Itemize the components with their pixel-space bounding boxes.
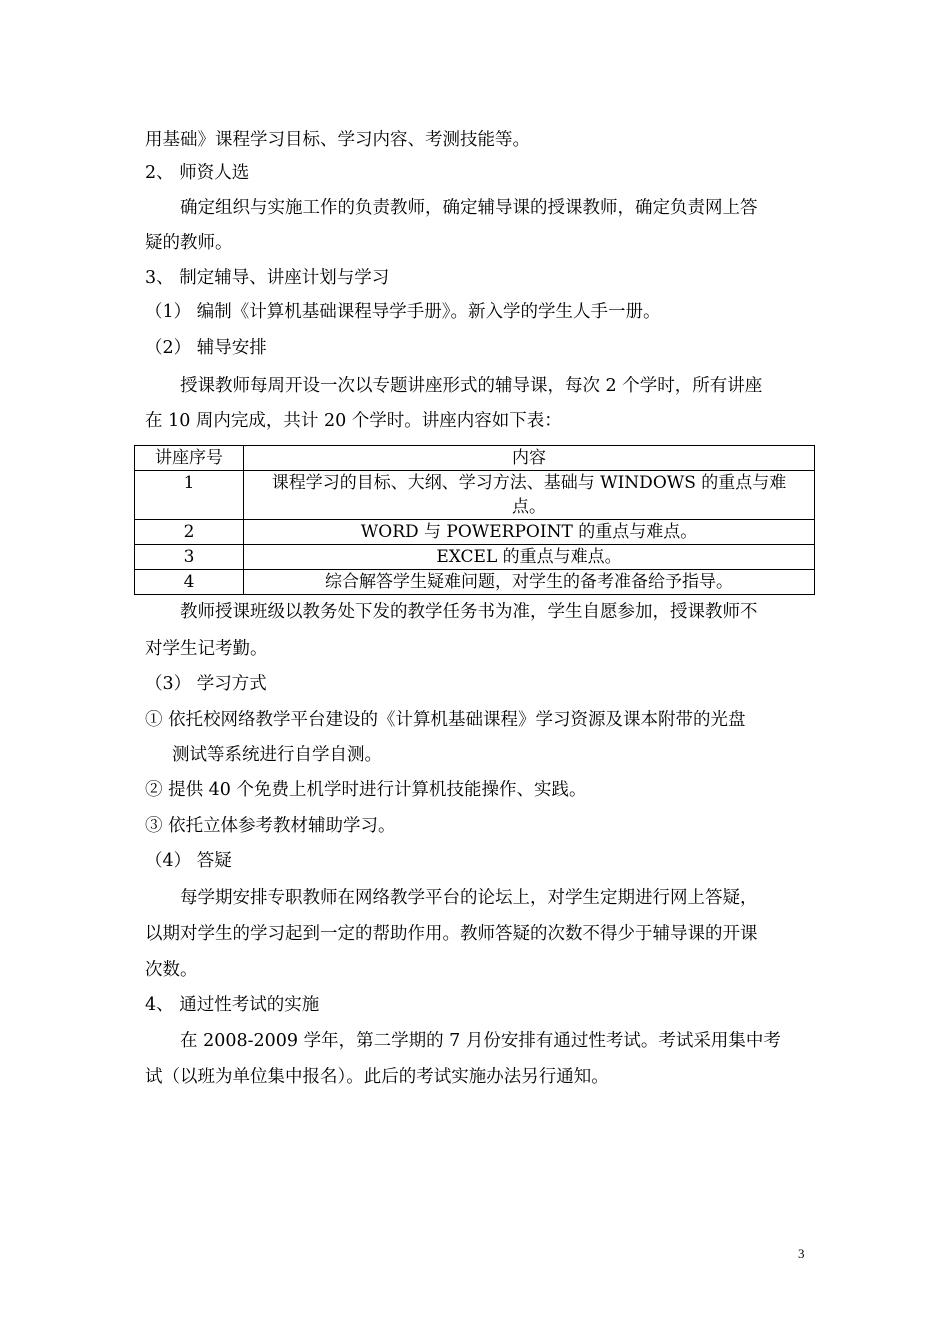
table-header-row <box>135 446 815 471</box>
list-item-circled-1: ① 依托校网络教学平台建设的《计算机基础课程》学习资源及课本附带的光盘 <box>145 710 746 730</box>
paragraph-line: 在 10 周内完成，共计 20 个学时。讲座内容如下表： <box>145 411 562 431</box>
list-item-circled-3: ③ 依托立体参考教材辅助学习。 <box>145 816 396 836</box>
sub-item-2: （2） 辅导安排 <box>145 338 267 358</box>
sub-item-4: （4） 答疑 <box>145 851 232 871</box>
cell-no: 1 <box>135 471 244 520</box>
section-heading-3: 3、 制定辅导、讲座计划与学习 <box>145 268 390 288</box>
paragraph-line: 授课教师每周开设一次以专题讲座形式的辅导课，每次 2 个学时，所有讲座 <box>180 376 763 396</box>
paragraph-line: 在 2008-2009 学年，第二学期的 7 月份安排有通过性考试。考试采用集中考 <box>180 1031 781 1051</box>
table-row <box>135 520 815 545</box>
sub-item-3: （3） 学习方式 <box>145 674 267 694</box>
section-heading-2: 2、 师资人选 <box>145 163 250 183</box>
section-heading-4: 4、 通过性考试的实施 <box>145 995 320 1015</box>
table-row <box>135 471 815 520</box>
sub-item-1: （1） 编制《计算机基础课程导学手册》。新入学的学生人手一册。 <box>145 302 661 322</box>
paragraph-line: 教师授课班级以教务处下发的教学任务书为准，学生自愿参加，授课教师不 <box>180 602 758 622</box>
paragraph-line: 对学生记考勤。 <box>145 639 268 659</box>
paragraph-line: 用基础》课程学习目标、学习内容、考测技能等。 <box>145 130 530 150</box>
cell-content-line: 课程学习的目标、大纲、学习方法、基础与 WINDOWS 的重点与难 <box>271 473 787 493</box>
list-item-continuation: 测试等系统进行自学自测。 <box>172 745 382 765</box>
paragraph-line: 次数。 <box>145 960 198 980</box>
cell-content-line: 点。 <box>512 497 546 517</box>
page-number: 3 <box>798 1246 805 1261</box>
cell-content <box>244 471 815 520</box>
list-item-circled-2: ② 提供 40 个免费上机学时进行计算机技能操作、实践。 <box>145 780 587 800</box>
cell-content: 综合解答学生疑难问题，对学生的备考准备给予指导。 <box>244 570 815 595</box>
paragraph-line: 试（以班为单位集中报名）。此后的考试实施办法另行通知。 <box>145 1067 609 1087</box>
table-row <box>135 570 815 595</box>
table-row <box>135 545 815 570</box>
cell-no: 2 <box>135 520 244 545</box>
cell-no: 3 <box>135 545 244 570</box>
cell-content: WORD 与 POWERPOINT 的重点与难点。 <box>244 520 815 545</box>
paragraph-line: 每学期安排专职教师在网络教学平台的论坛上，对学生定期进行网上答疑， <box>180 888 758 908</box>
header-lecture-no: 讲座序号 <box>135 446 244 471</box>
cell-content: EXCEL 的重点与难点。 <box>244 545 815 570</box>
paragraph-line: 疑的教师。 <box>145 233 233 253</box>
paragraph-line: 确定组织与实施工作的负责教师，确定辅导课的授课教师，确定负责网上答 <box>180 198 758 218</box>
lecture-table <box>134 445 815 595</box>
paragraph-line: 以期对学生的学习起到一定的帮助作用。教师答疑的次数不得少于辅导课的开课 <box>145 924 758 944</box>
header-content: 内容 <box>244 446 815 471</box>
cell-no: 4 <box>135 570 244 595</box>
